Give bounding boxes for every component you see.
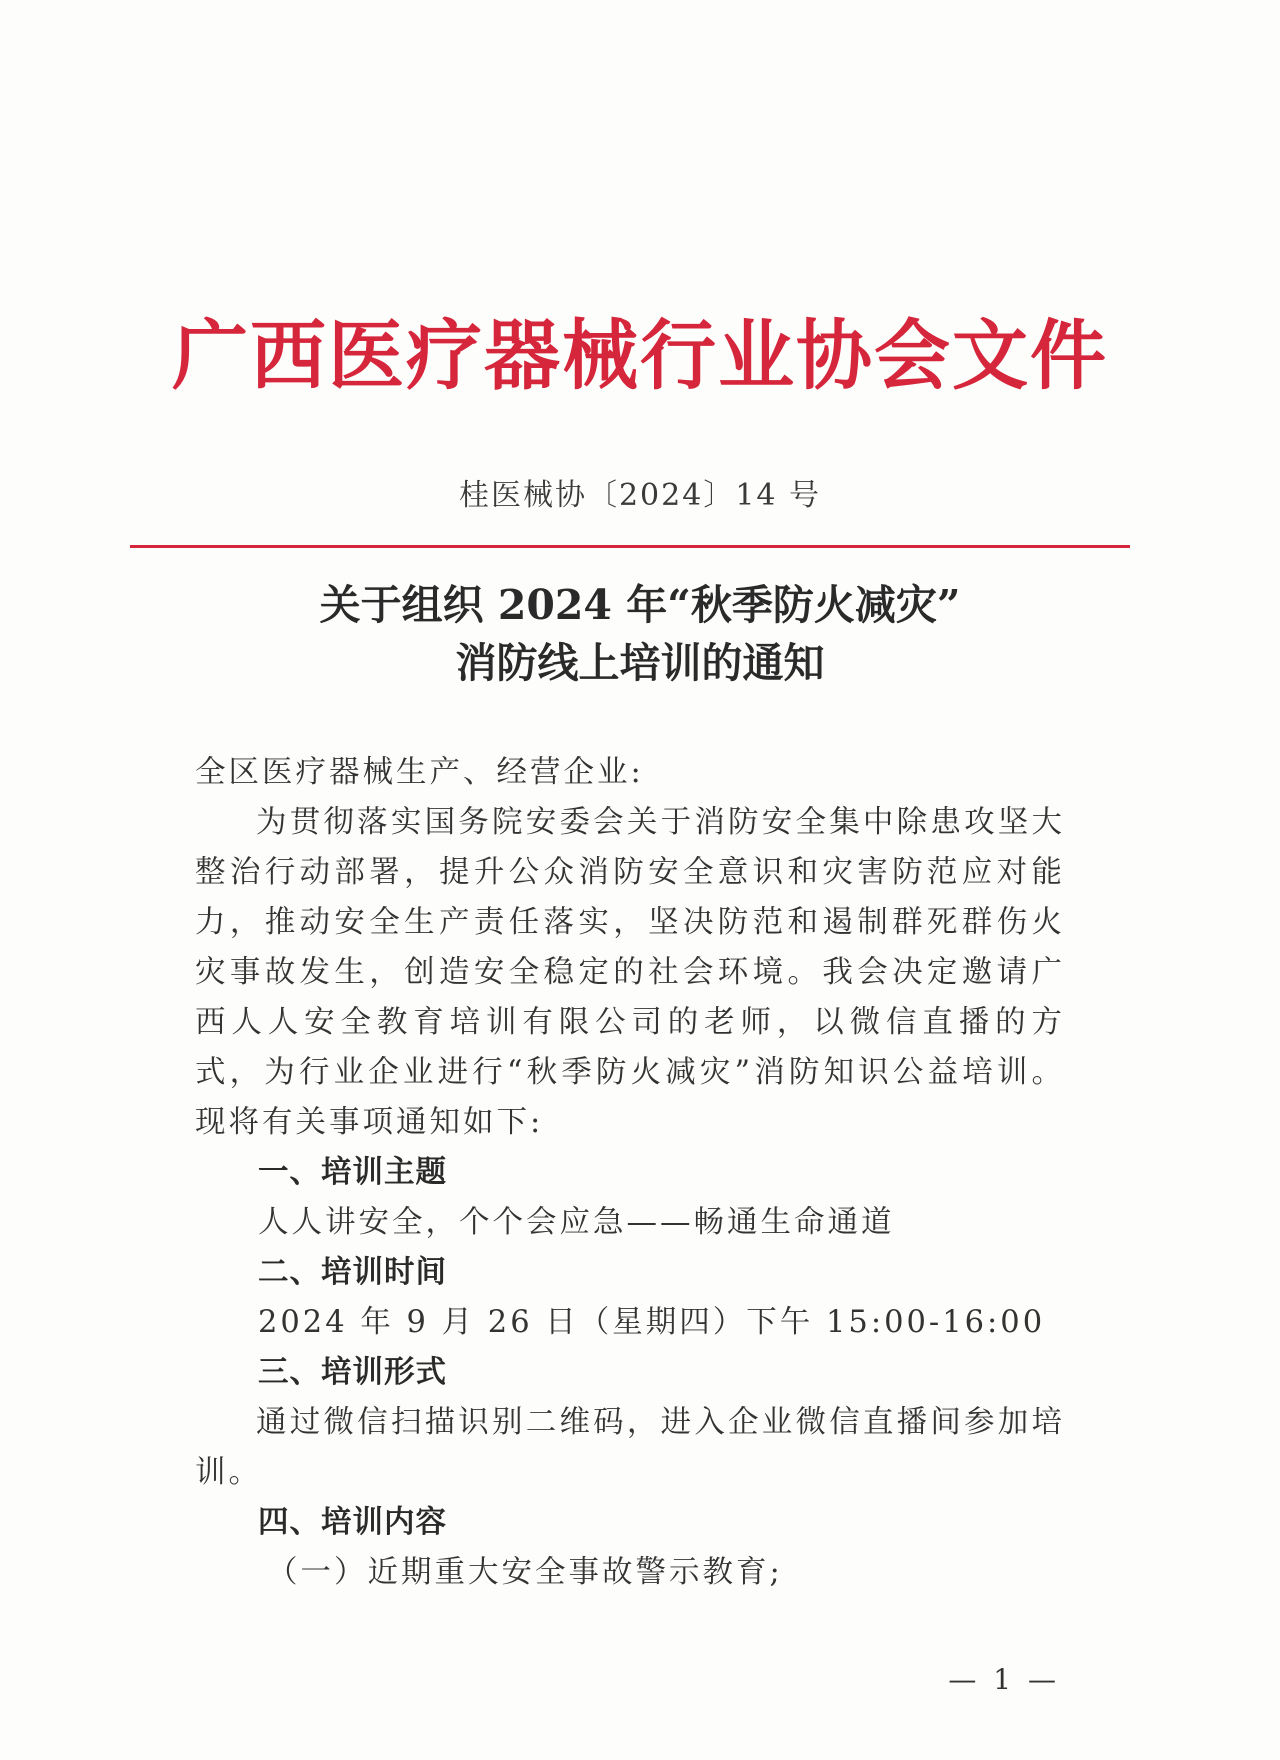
salutation: 全区医疗器械生产、经营企业: xyxy=(195,755,644,790)
document-body xyxy=(195,748,1065,1598)
section-content-format: 通过微信扫描识别二维码，进入企业微信直播间参加培训。 xyxy=(195,1405,1065,1490)
section-content-item-1: （一）近期重大安全事故警示教育; xyxy=(267,1555,783,1590)
section-content-topic: 人人讲安全，个个会应急——畅通生命通道 xyxy=(258,1205,895,1240)
section-heading-time: 二、培训时间 xyxy=(258,1255,447,1290)
intro-paragraph: 为贯彻落实国务院安委会关于消防安全集中除患攻坚大整治行动部署，提升公众消防安全意识和灾害防范应对能力，推动安全生产责任落实，坚决防范和遏制群死群伤火灾事故发生，创造安全稳定的社会环境。我会决定邀请广西人人安全教育培训有限公司的老师，以微信直播的方式，为行业企业进行“秋季防火减灾”消防知识公益培训。现将有关事项通知如下: xyxy=(195,805,1065,1140)
page-number: — 1 — xyxy=(948,1663,1060,1696)
section-heading-content: 四、培训内容 xyxy=(258,1505,447,1540)
document-title-line-1: 关于组织 2024 年“秋季防火减灾” xyxy=(319,581,961,629)
org-header-title: 广西医疗器械行业协会文件 xyxy=(172,311,1108,400)
document-title-line-2: 消防线上培训的通知 xyxy=(455,639,825,687)
section-content-time: 2024 年 9 月 26 日（星期四）下午 15:00-16:00 xyxy=(258,1305,1046,1340)
section-heading-topic: 一、培训主题 xyxy=(258,1155,447,1190)
section-heading-format: 三、培训形式 xyxy=(258,1355,447,1390)
red-divider-line xyxy=(130,545,1130,548)
document-number: 桂医械协〔2024〕14 号 xyxy=(458,478,822,513)
